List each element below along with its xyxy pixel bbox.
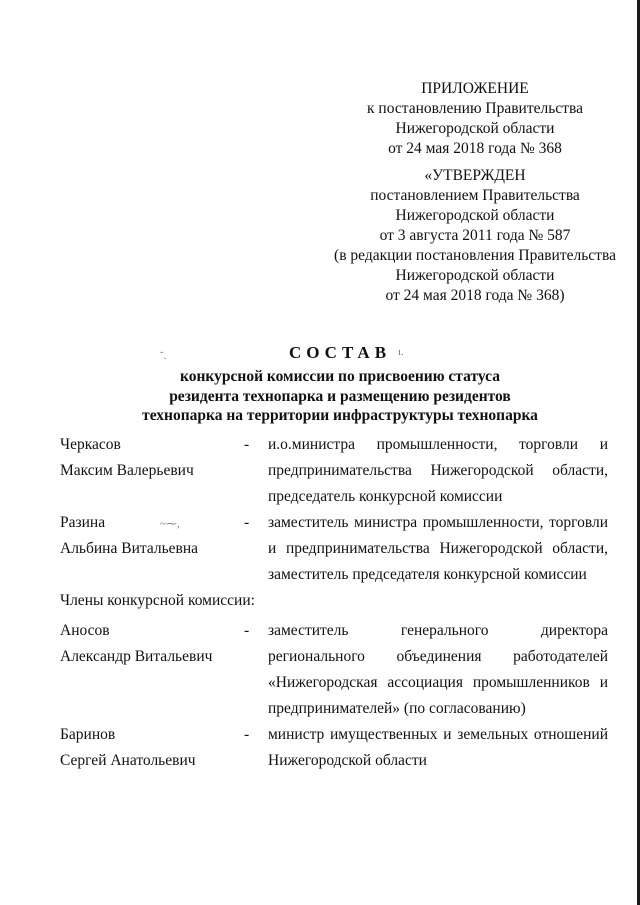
member-dash: - <box>244 726 250 743</box>
role-line: министр имущественных и земельных отношений <box>268 726 608 743</box>
approved-line: «УТВЕРЖДЕН <box>424 167 526 184</box>
subtitle-line: технопарка на территории инфраструктуры технопарка <box>142 407 538 424</box>
member-role <box>268 510 608 588</box>
role-line: предпринимателей» (по согласованию) <box>268 700 526 717</box>
member-surname: Разина <box>60 514 106 531</box>
role-line: и.о.министра промышленности, торговли и <box>268 436 608 453</box>
member-surname: Баринов <box>60 726 116 743</box>
member-surname: Аносов <box>60 622 110 639</box>
subtitle-line: конкурсной комиссии по присвоению статуса <box>180 368 500 385</box>
approved-line: Нижегородской области <box>395 207 555 224</box>
members-heading: Члены конкурсной комиссии: <box>60 592 255 609</box>
member-given-name: Максим Валерьевич <box>60 462 194 479</box>
member-given-name: Александр Витальевич <box>60 648 213 665</box>
appendix-line: ПРИЛОЖЕНИЕ <box>421 80 529 97</box>
approved-line: от 24 мая 2018 года № 368) <box>385 287 565 304</box>
role-line: заместитель министра промышленности, торговли <box>268 514 608 531</box>
member-surname: Черкасов <box>60 436 121 453</box>
role-line: «Нижегородская ассоциация промышленников и <box>268 674 608 691</box>
member-role <box>268 432 608 510</box>
document-title: СОСТАВ <box>288 343 392 362</box>
role-line: Нижегородской области <box>268 752 427 769</box>
member-role <box>268 722 608 774</box>
document-subtitle <box>60 367 620 426</box>
member-name <box>60 722 250 774</box>
pen-mark: ı. <box>398 346 404 358</box>
member-given-name: Сергей Анатольевич <box>60 752 196 769</box>
appendix-line: Нижегородской области <box>395 120 555 137</box>
approved-line: постановлением Правительства <box>370 187 580 204</box>
member-name <box>60 510 250 562</box>
member-role <box>268 618 608 722</box>
role-line: регионального объединения работодателей <box>268 648 608 665</box>
approved-line: (в редакции постановления Правительства <box>334 247 616 264</box>
member-dash: - <box>244 436 250 453</box>
member-dash: - <box>244 622 250 639</box>
appendix-header <box>310 79 640 159</box>
approved-line: Нижегородской области <box>395 267 555 284</box>
member-name <box>60 618 250 670</box>
pen-mark: ~⁓, <box>160 518 180 530</box>
member-name <box>60 432 250 484</box>
subtitle-line: резидента технопарка и размещению резидентов <box>169 387 511 405</box>
pen-mark: ˘. <box>160 350 167 362</box>
member-dash: - <box>244 514 250 531</box>
role-line: заместитель генерального директора <box>268 622 608 639</box>
approval-stamp-text <box>310 166 640 306</box>
role-line: и предпринимательства Нижегородской области, <box>268 540 608 557</box>
appendix-line: к постановлению Правительства <box>367 100 583 117</box>
member-given-name: Альбина Витальевна <box>60 540 199 557</box>
role-line: предпринимательства Нижегородской области, <box>268 462 608 479</box>
role-line: заместитель председателя конкурсной комиссии <box>268 566 587 583</box>
role-line: председатель конкурсной комиссии <box>268 488 503 505</box>
appendix-line: от 24 мая 2018 года № 368 <box>388 140 562 157</box>
approved-line: от 3 августа 2011 года № 587 <box>379 227 571 244</box>
